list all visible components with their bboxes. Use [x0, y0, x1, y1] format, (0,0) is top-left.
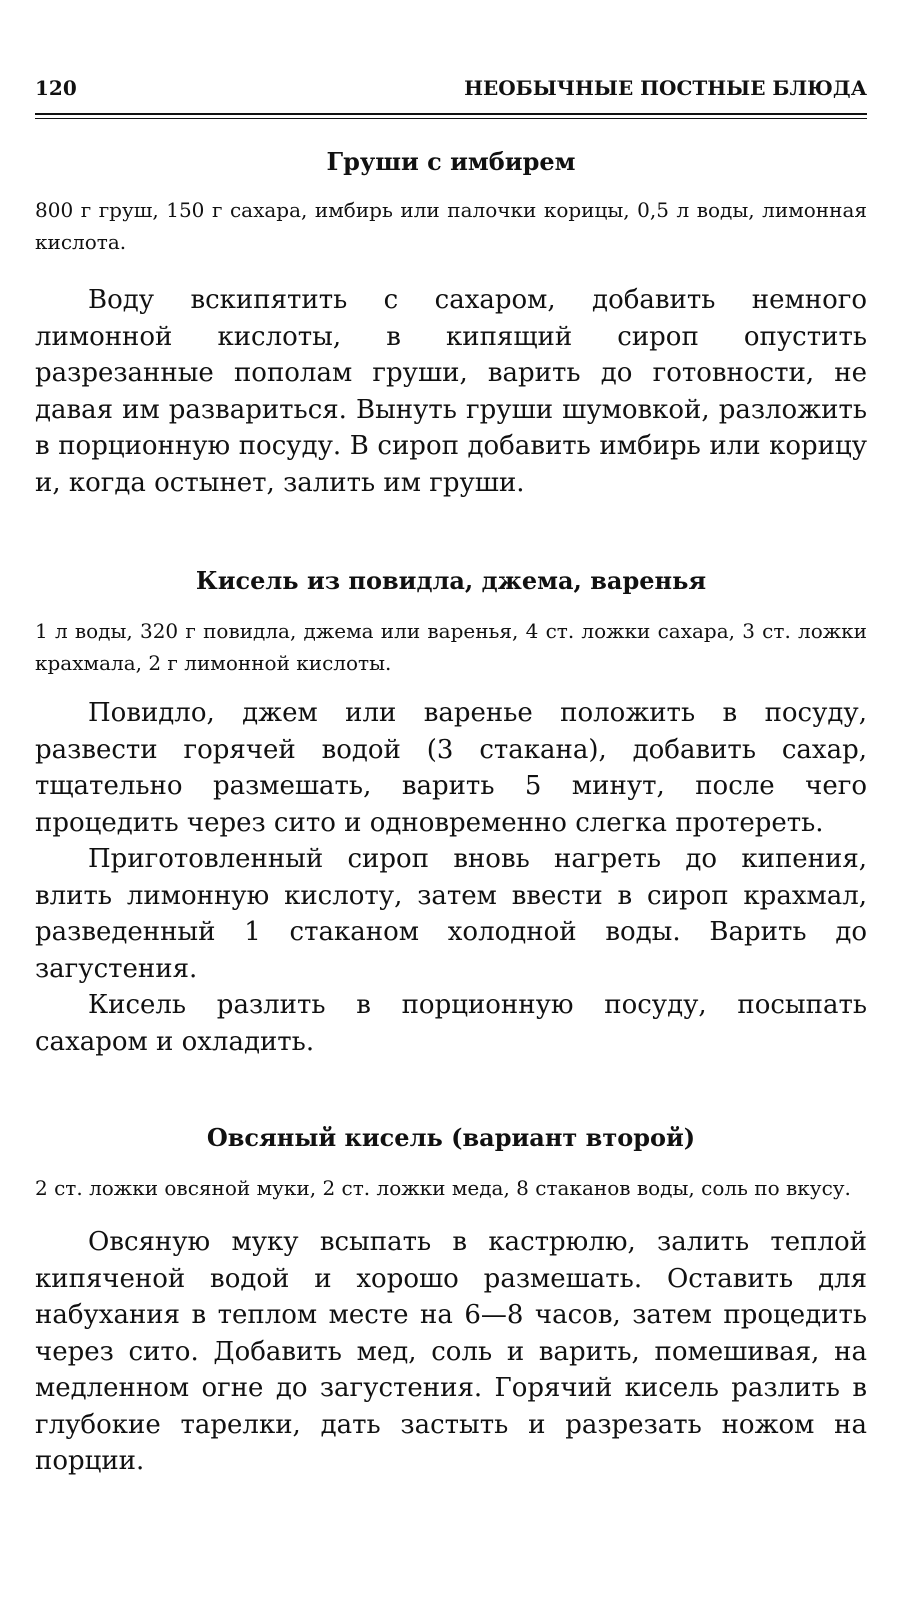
running-header — [35, 76, 867, 100]
recipe-pears-ginger — [35, 142, 867, 501]
page-content — [35, 136, 867, 1480]
recipe-instructions: Приготовленный сироп вновь нагреть до кипения, влить лимонную кислоту, затем ввести в сироп крахмал, разведенный 1 стаканом холодной воды. Варить до загустения. — [35, 844, 867, 984]
recipe-ingredients: 1 л воды, 320 г повидла, джема или варенья, 4 ст. ложки сахара, 3 ст. ложки крахмала, 2 г лимонной кислоты. — [35, 619, 867, 675]
recipe-instructions: Овсяную муку всыпать в кастрюлю, залить теплой кипяченой водой и хорошо размешать. Оставить для набухания в теплом месте на 6—8 часов, затем процедить через сито. Добавить мед, соль и варить, помешивая, на медленном огне до загустения. Горячий кисель разлить в глубокие тарелки, дать застыть и разрезать ножом на порции. — [35, 1227, 867, 1476]
header-rule-thick — [35, 113, 867, 115]
recipe-instructions: Кисель разлить в порционную посуду, посыпать сахаром и охладить. — [35, 990, 867, 1057]
page-number: 120 — [35, 76, 77, 100]
recipe-instructions: Повидло, джем или варенье положить в посуду, развести горячей водой (3 стакана), добавить сахар, тщательно размешать, варить 5 минут, после чего процедить через сито и одновременно слегка протереть. — [35, 698, 867, 838]
recipe-title: Груши с имбирем — [326, 147, 576, 176]
recipe-ingredients: 2 ст. ложки овсяной муки, 2 ст. ложки меда, 8 стаканов воды, соль по вкусу. — [35, 1176, 851, 1200]
recipe-title: Овсяный кисель (вариант второй) — [206, 1123, 696, 1152]
recipe-ingredients: 800 г груш, 150 г сахара, имбирь или палочки корицы, 0,5 л воды, лимонная кислота. — [35, 198, 867, 254]
running-title: НЕОБЫЧНЫЕ ПОСТНЫЕ БЛЮДА — [464, 76, 867, 100]
recipe-oat-kissel — [35, 1118, 867, 1480]
recipe-title: Кисель из повидла, джема, варенья — [195, 566, 707, 595]
header-rule-thin — [35, 118, 867, 119]
recipe-jam-kissel — [35, 561, 867, 1060]
recipe-instructions: Воду вскипятить с сахаром, добавить немного лимонной кислоты, в кипящий сироп опустить разрезанные пополам груши, варить до готовности, не давая им развариться. Вынуть груши шумовкой, разложить в порционную посуду. В сироп добавить имбирь или корицу и, когда остынет, залить им груши. — [35, 285, 867, 498]
